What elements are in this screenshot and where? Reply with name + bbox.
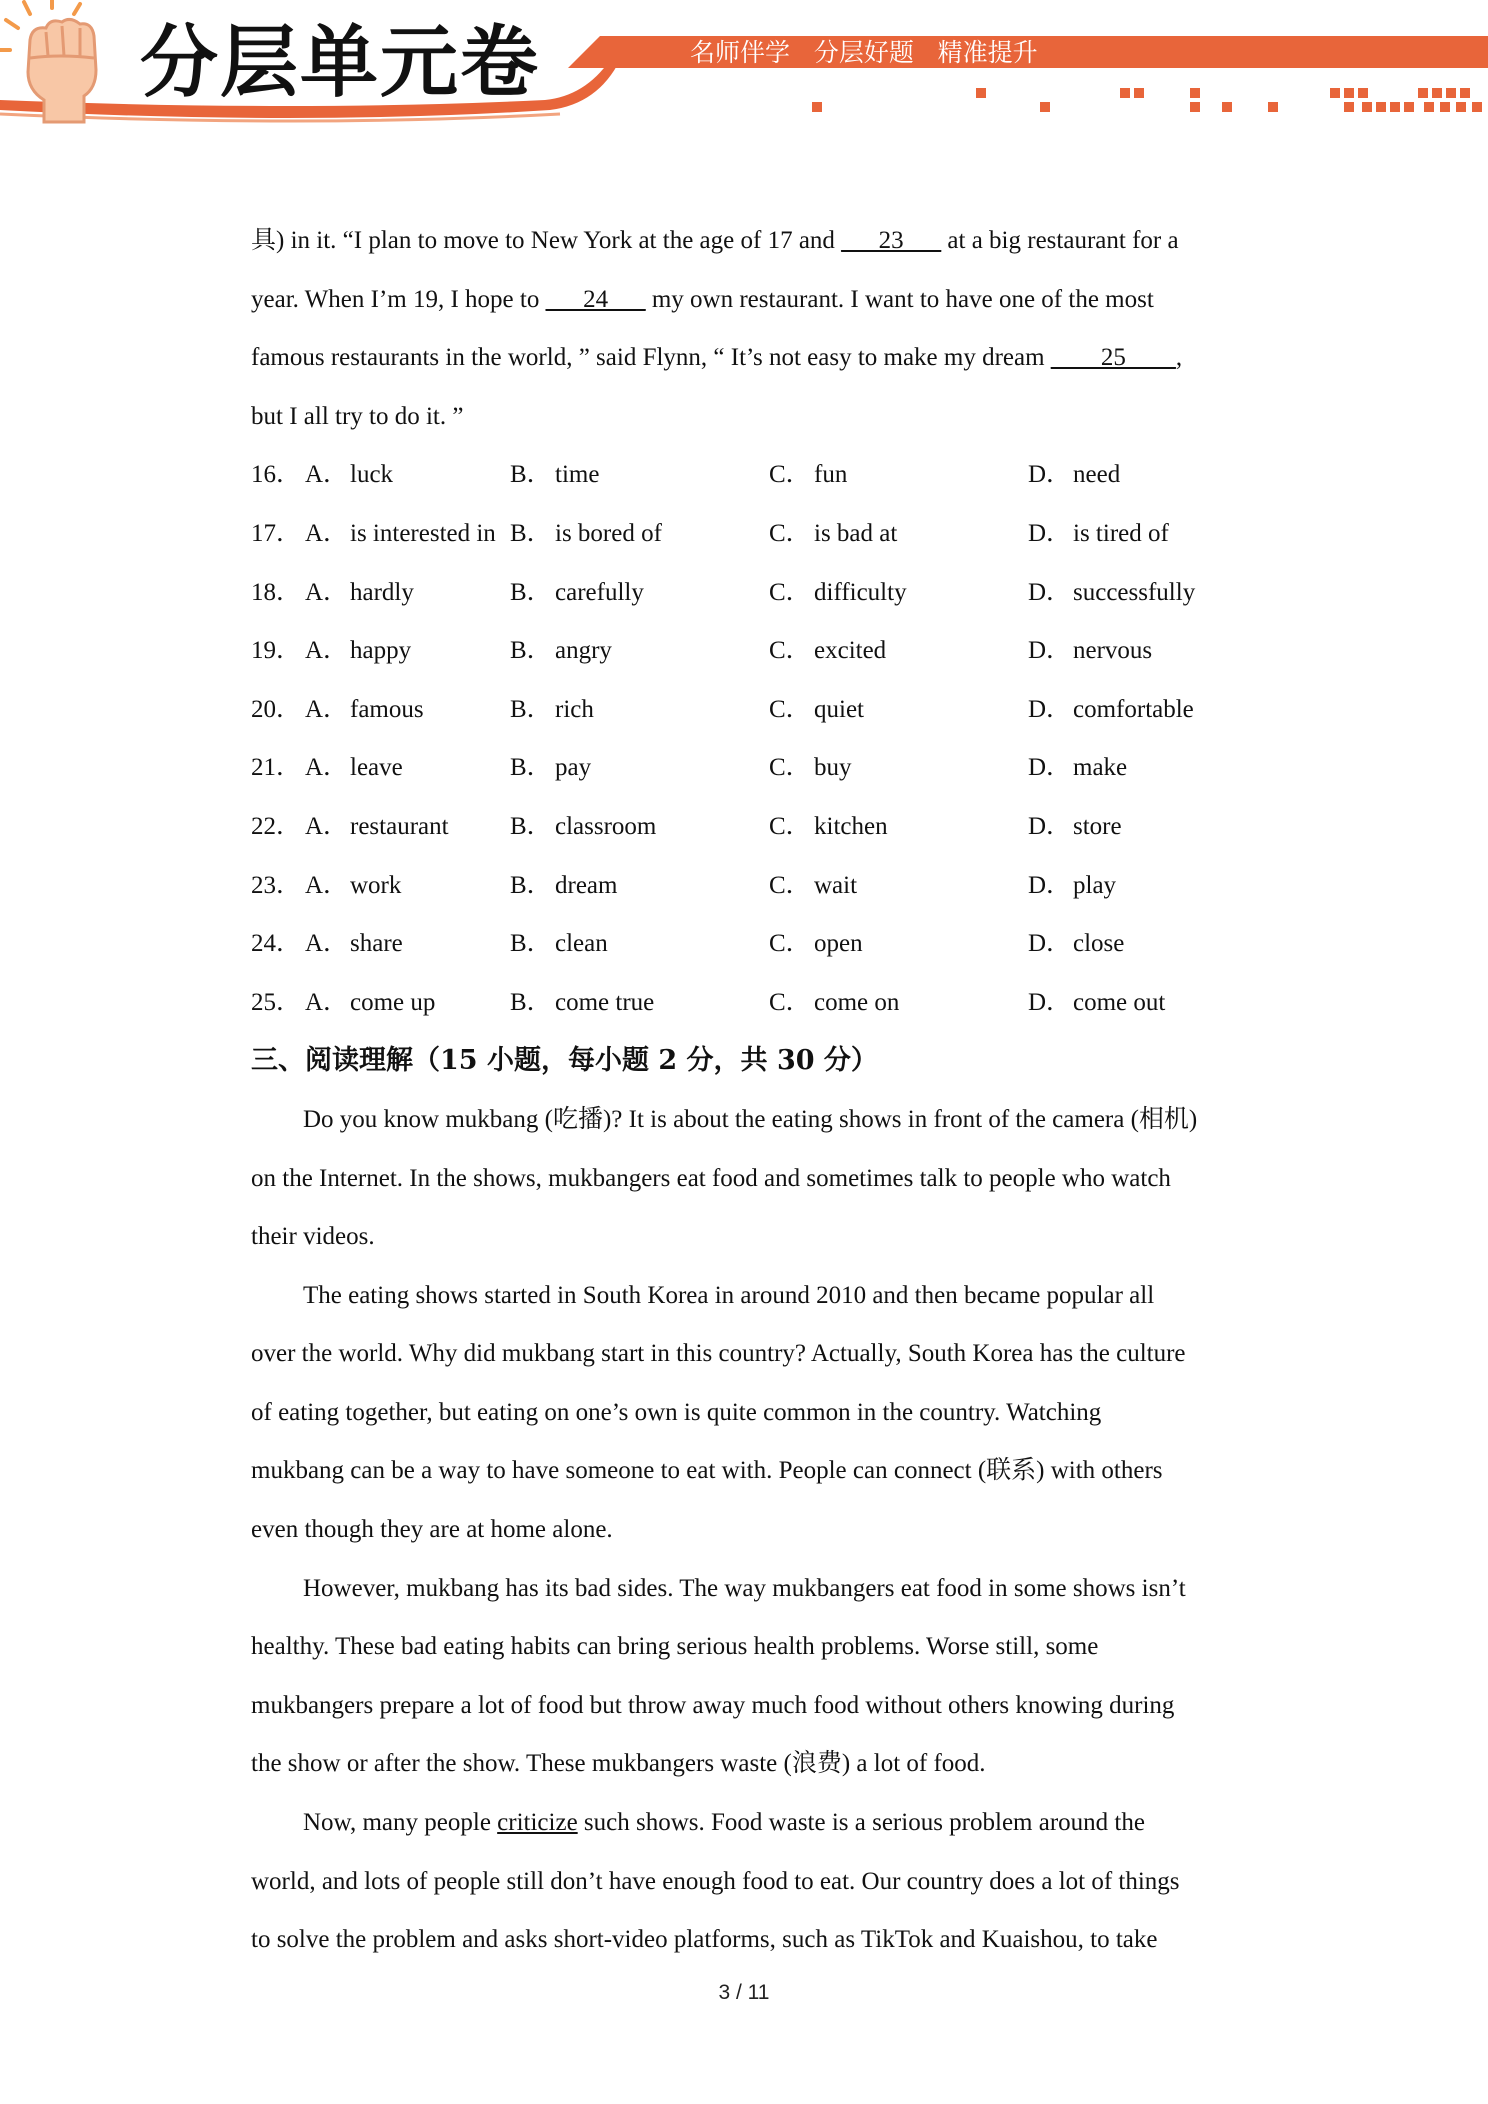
question-row [251,564,1261,623]
underlined-word: criticize [497,1809,578,1837]
question-row [251,505,1261,564]
option-c: C． open [769,930,863,958]
option-d: D．store [1028,812,1122,840]
paragraph-line: to solve the problem and asks short-video platforms, such as TikTok and Kuaishou, to take [251,1926,1158,1954]
option-d: D．is tired of [1028,519,1169,547]
passage-line: 具) in it. “I plan to move to New York at the age of 17 and ___23___ at a big restaurant for a [251,227,1179,254]
option-a: A．share [305,930,403,958]
question-number: 20． [251,695,302,723]
paragraph-line: The eating shows started in South Korea in around 2010 and then became popular all [303,1281,1155,1309]
option-d: D．nervous [1028,637,1153,665]
header-slogan: 名师伴学 分层好题 精准提升 [690,38,1038,67]
reading-paragraph-1 [251,1091,1261,1267]
option-a: A．luck [305,461,394,489]
paragraph-line: mukbang can be a way to have someone to eat with. People can connect (联系) with others [251,1457,1163,1485]
page-content [251,212,1261,1970]
question-number: 23． [251,871,302,899]
paragraph-line: of eating together, but eating on one’s own is quite common in the country. Watching [251,1398,1102,1426]
question-number: 25． [251,988,302,1016]
blank-23: ___23___ [841,227,942,254]
option-d: D．need [1028,461,1121,489]
brand-title: 分层单元卷 [140,18,541,108]
question-number: 16． [251,461,302,489]
option-c: C． quiet [769,695,864,723]
option-b: B． carefully [510,578,644,606]
question-row [251,915,1261,974]
question-number: 18． [251,578,302,606]
paragraph-line: over the world. Why did mukbang start in this country? Actually, South Korea has the culture [251,1340,1186,1368]
paragraph-line: world, and lots of people still don’t have enough food to eat. Our country does a lot of things [251,1867,1180,1895]
question-row [251,857,1261,916]
paragraph-line: mukbangers prepare a lot of food but throw away much food without others knowing during [251,1691,1175,1719]
option-d: D．make [1028,754,1128,782]
blank-25: ____25____ [1050,344,1176,372]
page-number: 3 / 11 [718,1981,770,2004]
option-a: A．restaurant [305,812,449,840]
page-header [0,0,1488,135]
option-a: A．work [305,871,402,899]
option-a: A．leave [305,754,403,782]
question-number: 19． [251,637,302,665]
option-c: C． is bad at [769,519,898,547]
option-c: C． fun [769,461,848,489]
option-c: C． difficulty [769,578,907,606]
paragraph-line: even though they are at home alone. [251,1516,613,1544]
option-b: B． time [510,461,600,489]
reading-paragraph-2 [251,1267,1261,1560]
option-b: B． clean [510,930,608,958]
paragraph-line: However, mukbang has its bad sides. The way mukbangers eat food in some shows isn’t [303,1574,1186,1602]
option-d: D．come out [1028,988,1166,1016]
question-row [251,974,1261,1033]
option-d: D．close [1028,930,1125,958]
option-d: D．comfortable [1028,695,1194,723]
option-b: B． dream [510,871,618,899]
option-c: C． buy [769,754,852,782]
raised-fist-icon [0,0,120,125]
option-d: D．successfully [1028,578,1196,606]
option-b: B． pay [510,754,592,782]
question-list [251,446,1261,1032]
option-a: A．famous [305,695,424,723]
question-row [251,622,1261,681]
option-b: B． classroom [510,812,657,840]
paragraph-line: Now, many people criticize such shows. Food waste is a serious problem around the [303,1809,1145,1837]
option-c: C． wait [769,871,858,899]
reading-paragraph-4 [251,1794,1261,1970]
question-row [251,681,1261,740]
option-a: A．hardly [305,578,414,606]
option-b: B． angry [510,637,612,665]
question-number: 24． [251,930,302,958]
paragraph-line: healthy. These bad eating habits can bring serious health problems. Worse still, some [251,1633,1099,1661]
question-row [251,739,1261,798]
reading-paragraph-3 [251,1560,1261,1794]
option-c: C． come on [769,988,900,1016]
option-d: D．play [1028,871,1117,899]
passage-line: year. When I’m 19, I hope to ___24___ my own restaurant. I want to have one of the most [251,285,1154,313]
option-a: A．happy [305,637,412,665]
option-b: B． is bored of [510,519,662,547]
option-b: B． come true [510,988,655,1016]
option-c: C． kitchen [769,812,888,840]
question-number: 21． [251,754,302,782]
question-row [251,798,1261,857]
option-c: C． excited [769,637,887,665]
option-a: A．is interested in [305,519,496,547]
question-number: 22． [251,812,302,840]
paragraph-line: the show or after the show. These mukbangers waste (浪费) a lot of food. [251,1750,986,1778]
passage-line: famous restaurants in the world, ” said Flynn, “ It’s not easy to make my dream ____25____, [251,344,1183,372]
option-a: A．come up [305,988,436,1016]
question-row [251,446,1261,505]
paragraph-line: on the Internet. In the shows, mukbangers eat food and sometimes talk to people who watch [251,1164,1171,1192]
paragraph-line: Do you know mukbang (吃播)? It is about the eating shows in front of the camera (相机) [303,1105,1198,1133]
section-heading: 三、阅读理解（15 小题，每小题 2 分，共 30 分） [251,1045,878,1077]
option-b: B． rich [510,695,594,723]
blank-24: ___24___ [545,285,646,313]
paragraph-line: their videos. [251,1223,375,1251]
question-number: 17． [251,519,302,547]
passage-line: but I all try to do it. ” [251,402,464,430]
